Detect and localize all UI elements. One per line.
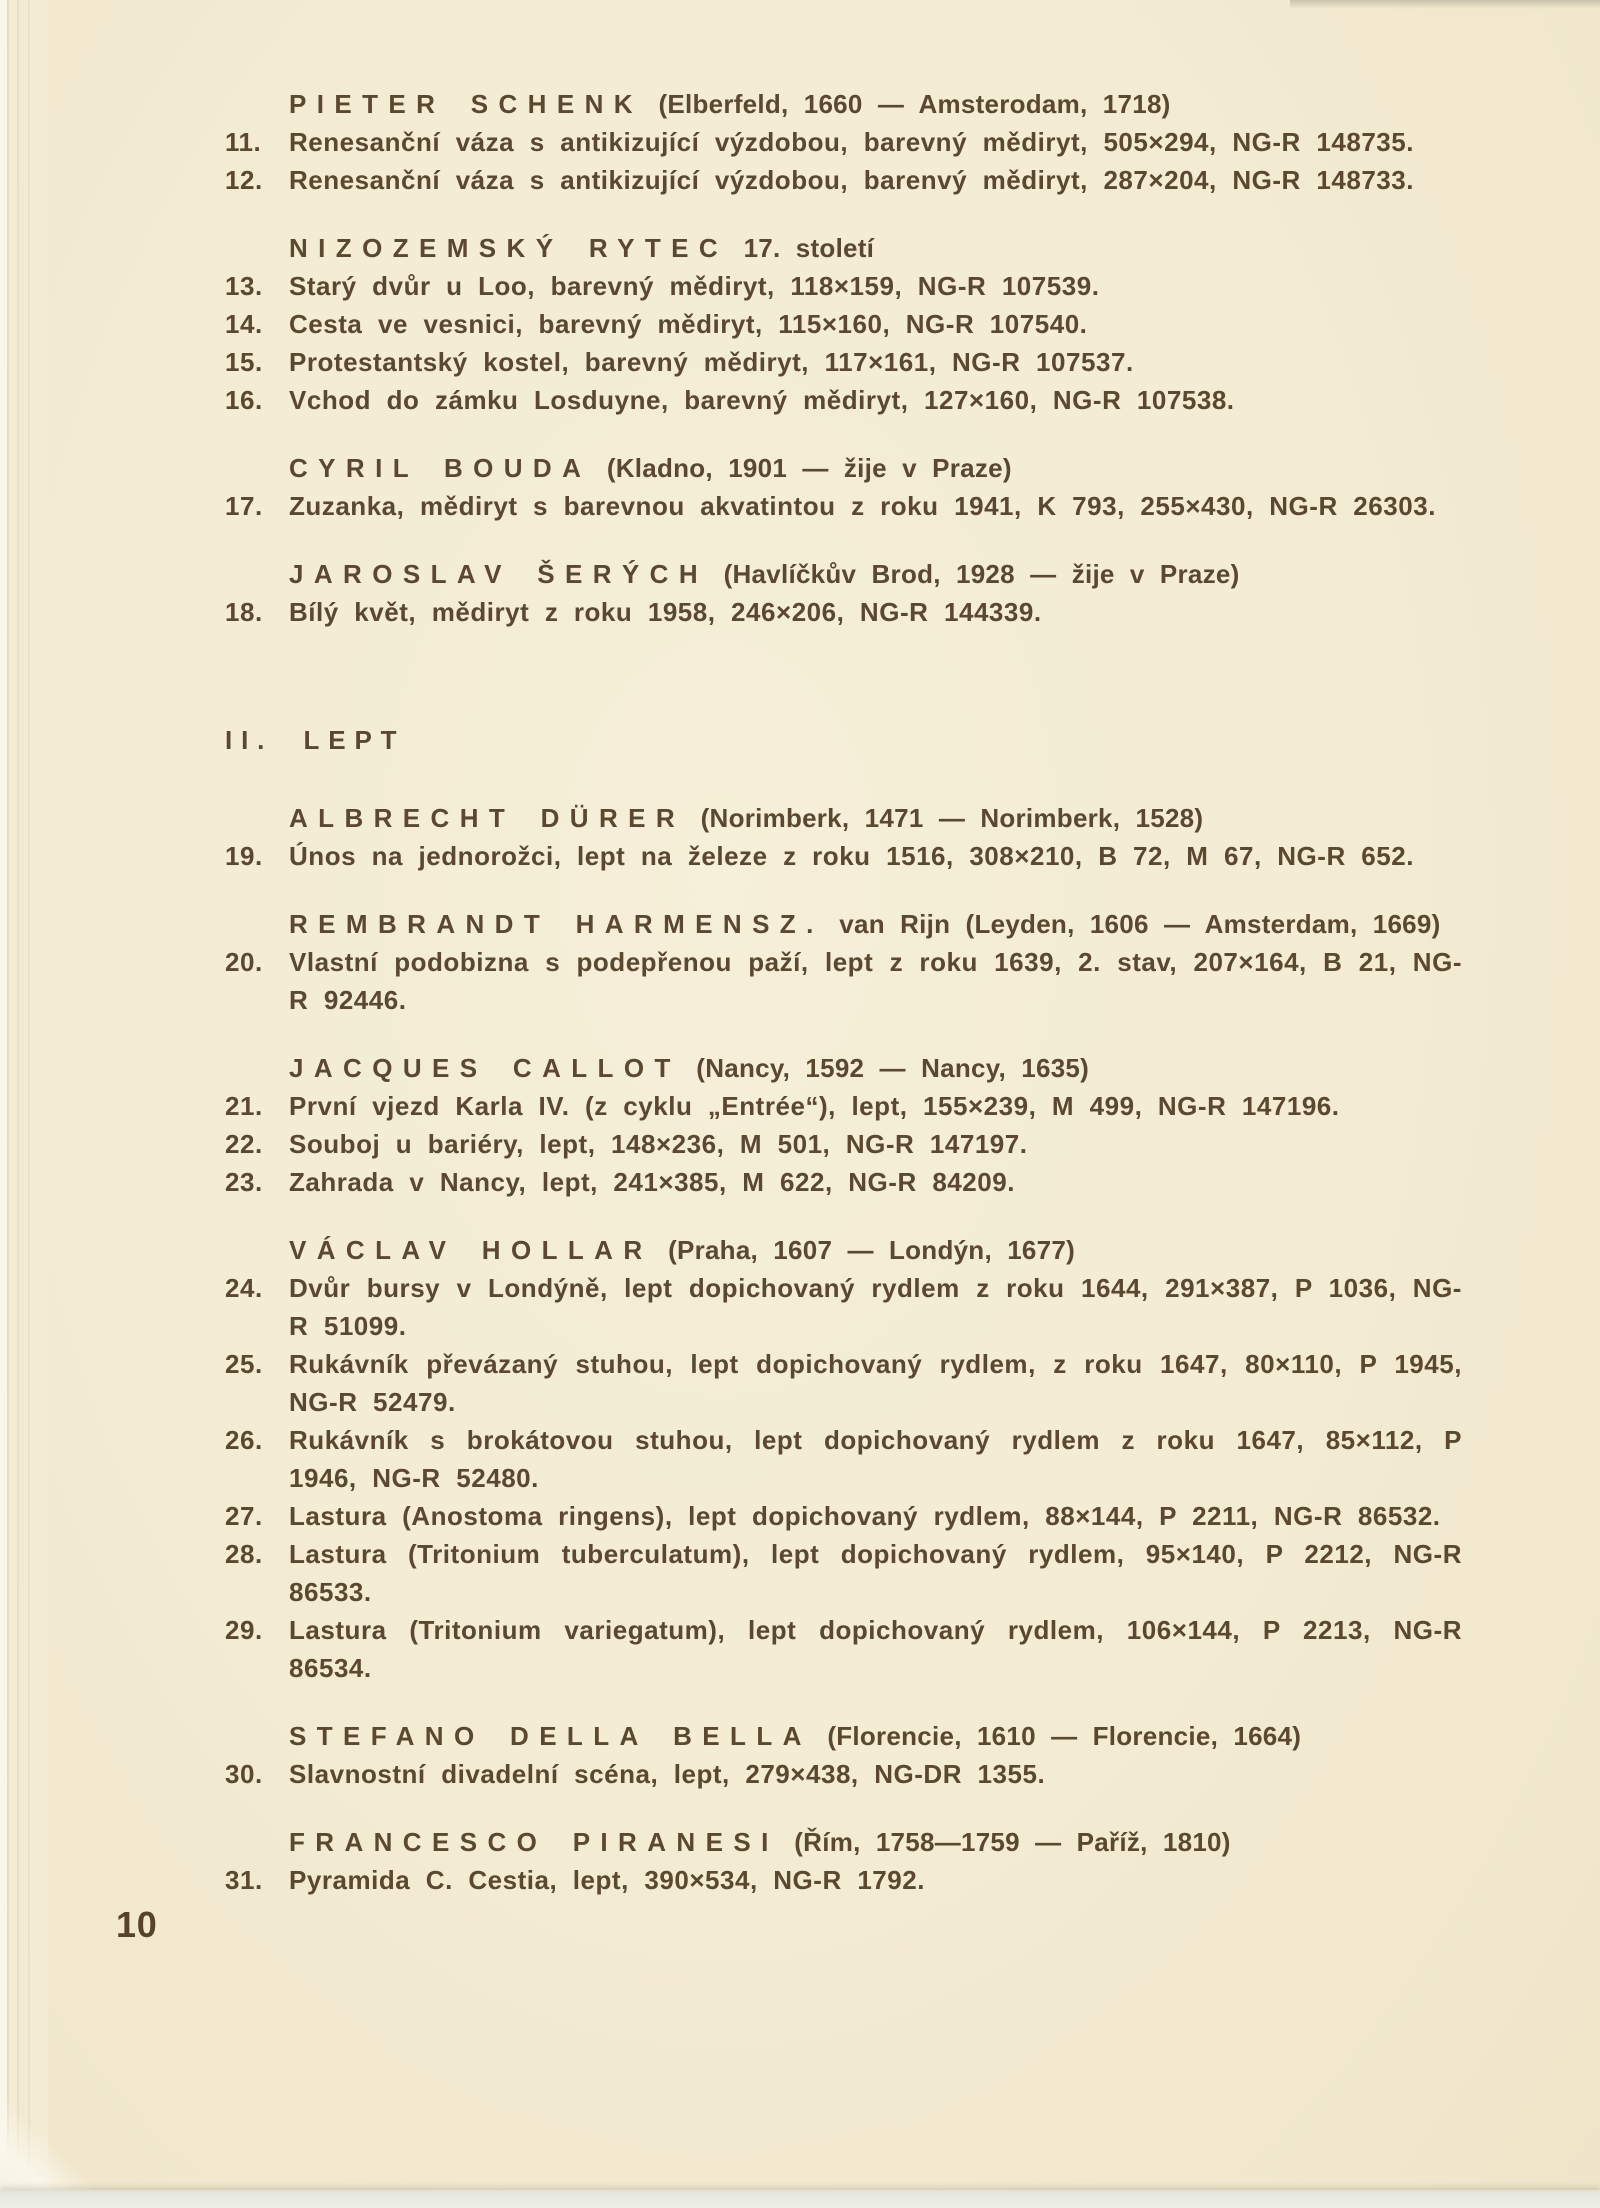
item-number: 11.	[225, 127, 262, 157]
item-text: Pyramida C. Cestia, lept, 390×534, NG-R 1792.	[289, 1865, 925, 1895]
item-text: Renesanční váza s antikizující výzdobou, barenvý mědiryt, 287×204, NG-R 148733.	[289, 165, 1414, 195]
artist-heading	[289, 1231, 1462, 1269]
artist-name: JAROSLAV ŠERÝCH	[289, 559, 709, 589]
item-number: 21.	[225, 1091, 263, 1121]
artist-heading	[289, 1049, 1462, 1087]
item-text: Souboj u bariéry, lept, 148×236, M 501, NG-R 147197.	[289, 1129, 1028, 1159]
catalog-item	[225, 1421, 1462, 1497]
item-number: 16.	[225, 385, 263, 415]
catalog-item	[225, 1755, 1462, 1793]
book-page-edges-left	[0, 0, 48, 2192]
artist-heading	[289, 1823, 1462, 1861]
artist-dates: (Havlíčkův Brod, 1928 — žije v Praze)	[723, 559, 1240, 589]
item-text: Slavnostní divadelní scéna, lept, 279×438, NG-DR 1355.	[289, 1759, 1046, 1789]
item-number: 23.	[225, 1167, 263, 1197]
item-text: První vjezd Karla IV. (z cyklu „Entrée“), lept, 155×239, M 499, NG-R 147196.	[289, 1091, 1340, 1121]
artist-name: STEFANO DELLA BELLA	[289, 1721, 812, 1751]
artist-group	[225, 449, 1462, 525]
artist-dates: (Praha, 1607 — Londýn, 1677)	[668, 1235, 1076, 1265]
item-text: Renesanční váza s antikizující výzdobou, barevný mědiryt, 505×294, NG-R 148735.	[289, 127, 1414, 157]
item-number: 24.	[225, 1273, 263, 1303]
catalog-item	[225, 123, 1462, 161]
catalog-item	[225, 487, 1462, 525]
artist-heading	[289, 85, 1462, 123]
item-number: 18.	[225, 597, 263, 627]
catalog-item	[225, 1345, 1462, 1421]
artist-name: CYRIL BOUDA	[289, 453, 592, 483]
item-text: Zahrada v Nancy, lept, 241×385, M 622, NG-R 84209.	[289, 1167, 1015, 1197]
item-number: 19.	[225, 841, 263, 871]
item-number: 22.	[225, 1129, 263, 1159]
item-number: 28.	[225, 1539, 263, 1569]
artist-heading	[289, 555, 1462, 593]
artist-group	[225, 229, 1462, 419]
artist-heading	[289, 449, 1462, 487]
catalog-item	[225, 343, 1462, 381]
item-text: Bílý květ, mědiryt z roku 1958, 246×206, NG-R 144339.	[289, 597, 1042, 627]
item-number: 13.	[225, 271, 263, 301]
artist-dates: (Elberfeld, 1660 — Amsterodam, 1718)	[658, 89, 1171, 119]
artist-dates: (Florencie, 1610 — Florencie, 1664)	[827, 1721, 1302, 1751]
catalog-item	[225, 305, 1462, 343]
item-number: 27.	[225, 1501, 263, 1531]
catalog-item	[225, 1611, 1462, 1687]
item-text: Cesta ve vesnici, barevný mědiryt, 115×160, NG-R 107540.	[289, 309, 1088, 339]
catalog-item	[225, 593, 1462, 631]
catalog-item	[225, 837, 1462, 875]
artist-heading	[289, 799, 1462, 837]
catalog-item	[225, 161, 1462, 199]
item-text: Vchod do zámku Losduyne, barevný mědiryt, 127×160, NG-R 107538.	[289, 385, 1235, 415]
artist-name: REMBRANDT HARMENSZ.	[289, 909, 824, 939]
artist-name: PIETER SCHENK	[289, 89, 643, 119]
item-number: 20.	[225, 947, 263, 977]
artist-name: VÁCLAV HOLLAR	[289, 1235, 653, 1265]
artist-group	[225, 1049, 1462, 1201]
item-number: 30.	[225, 1759, 263, 1789]
catalog-item	[225, 1535, 1462, 1611]
artist-dates: (Nancy, 1592 — Nancy, 1635)	[696, 1053, 1090, 1083]
catalog-item	[225, 1087, 1462, 1125]
artist-name: ALBRECHT DÜRER	[289, 803, 686, 833]
item-text: Starý dvůr u Loo, barevný mědiryt, 118×159, NG-R 107539.	[289, 271, 1100, 301]
item-text: Lastura (Anostoma ringens), lept dopichovaný rydlem, 88×144, P 2211, NG-R 86532.	[289, 1501, 1441, 1531]
catalog-item	[225, 1125, 1462, 1163]
item-number: 25.	[225, 1349, 263, 1379]
item-text: Dvůr bursy v Londýně, lept dopichovaný rydlem z roku 1644, 291×387, P 1036, NG-R 51099.	[289, 1273, 1462, 1341]
artist-heading	[289, 1717, 1462, 1755]
item-number: 31.	[225, 1865, 263, 1895]
artist-group	[225, 799, 1462, 875]
artist-dates: (Kladno, 1901 — žije v Praze)	[606, 453, 1012, 483]
catalog-item	[225, 1163, 1462, 1201]
artist-group	[225, 85, 1462, 199]
artist-dates: van Rijn (Leyden, 1606 — Amsterdam, 1669)	[839, 909, 1441, 939]
item-text: Rukávník s brokátovou stuhou, lept dopichovaný rydlem z roku 1647, 85×112, P 1946, NG-R 52480.	[289, 1425, 1462, 1493]
catalog-content	[225, 85, 1462, 1899]
item-number: 26.	[225, 1425, 263, 1455]
item-text: Lastura (Tritonium variegatum), lept dopichovaný rydlem, 106×144, P 2213, NG-R 86534.	[289, 1615, 1462, 1683]
artist-group	[225, 1717, 1462, 1793]
artist-dates: (Norimberk, 1471 — Norimberk, 1528)	[700, 803, 1204, 833]
artist-group	[225, 905, 1462, 1019]
catalog-item	[225, 1269, 1462, 1345]
artist-name: JACQUES CALLOT	[289, 1053, 681, 1083]
artist-group	[225, 555, 1462, 631]
catalog-item	[225, 943, 1462, 1019]
catalog-item	[225, 267, 1462, 305]
artist-group	[225, 1231, 1462, 1687]
item-number: 15.	[225, 347, 263, 377]
catalog-item	[225, 381, 1462, 419]
artist-group	[225, 1823, 1462, 1899]
scan-edge-bottom	[0, 2190, 1600, 2208]
item-text: Lastura (Tritonium tuberculatum), lept dopichovaný rydlem, 95×140, P 2212, NG-R 86533.	[289, 1539, 1462, 1607]
item-number: 29.	[225, 1615, 263, 1645]
artist-name: FRANCESCO PIRANESI	[289, 1827, 779, 1857]
page-corner-bottom-left	[0, 2074, 110, 2194]
item-number: 12.	[225, 165, 263, 195]
catalog-item	[225, 1497, 1462, 1535]
page-number: 10	[116, 1904, 158, 1945]
item-text: Rukávník převázaný stuhou, lept dopichovaný rydlem, z roku 1647, 80×110, P 1945, NG-R 52479.	[289, 1349, 1462, 1417]
item-number: 14.	[225, 309, 263, 339]
section-label: II. LEPT	[225, 725, 406, 755]
scan-shadow-top-right	[1290, 0, 1600, 9]
artist-dates: 17. století	[743, 233, 875, 263]
artist-heading	[289, 229, 1462, 267]
item-text: Protestantský kostel, barevný mědiryt, 117×161, NG-R 107537.	[289, 347, 1134, 377]
item-text: Únos na jednorožci, lept na železe z roku 1516, 308×210, B 72, M 67, NG-R 652.	[289, 841, 1414, 871]
artist-name: NIZOZEMSKÝ RYTEC	[289, 233, 729, 263]
item-number: 17.	[225, 491, 263, 521]
item-text: Zuzanka, mědiryt s barevnou akvatintou z roku 1941, K 793, 255×430, NG-R 26303.	[289, 491, 1436, 521]
item-text: Vlastní podobizna s podepřenou paží, lept z roku 1639, 2. stav, 207×164, B 21, NG-R 92446.	[289, 947, 1462, 1015]
artist-dates: (Řím, 1758—1759 — Paříž, 1810)	[794, 1827, 1231, 1857]
catalog-item	[225, 1861, 1462, 1899]
artist-heading	[289, 905, 1462, 943]
